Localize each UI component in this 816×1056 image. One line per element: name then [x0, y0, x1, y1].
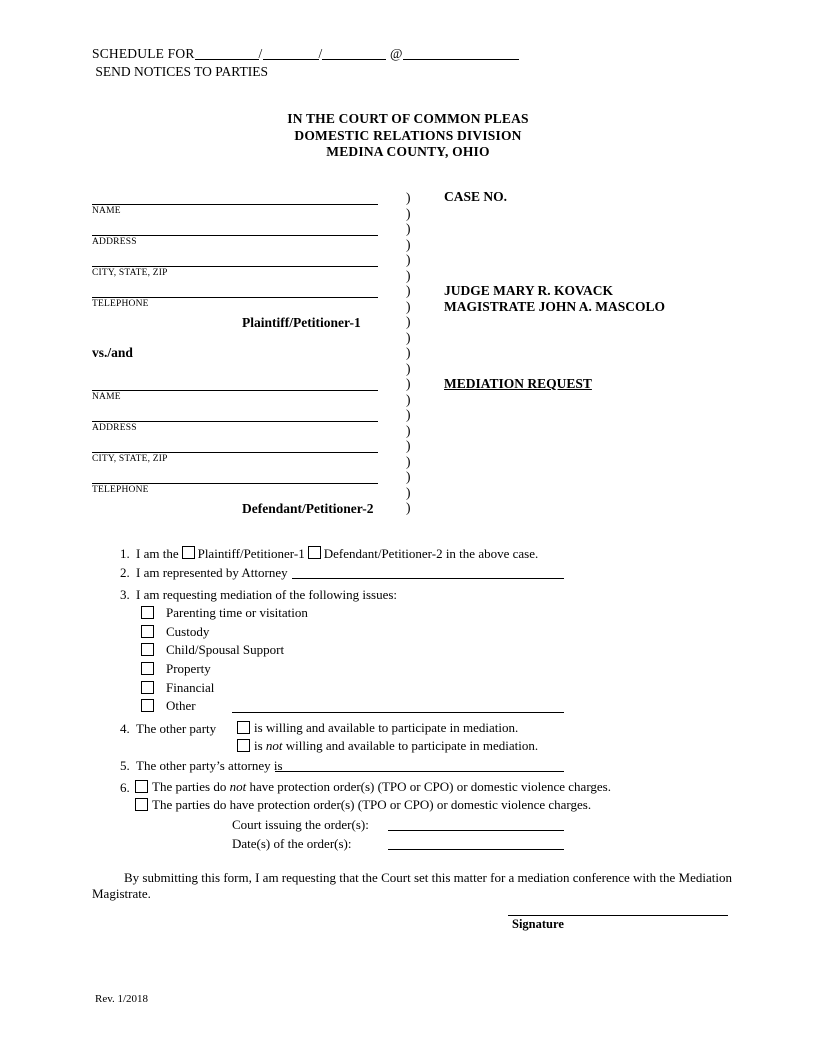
- defendant-telephone-line[interactable]: [92, 483, 378, 484]
- defendant-city-line[interactable]: [92, 452, 378, 453]
- revision-label: Rev. 1/2018: [95, 993, 149, 1005]
- signature-label: Signature: [512, 917, 564, 931]
- item-4-option-2-emphasis: not: [265, 738, 283, 753]
- item-6-option-1-emphasis: not: [229, 779, 247, 794]
- defendant-role-label: Defendant/Petitioner-2: [242, 501, 374, 516]
- item-6-number: 6.: [120, 780, 130, 795]
- plaintiff-name-line[interactable]: [92, 204, 378, 205]
- item-6-option-2: The parties do have protection order(s) (TPO or CPO) or domestic violence charges.: [152, 797, 592, 812]
- defendant-city-label: CITY, STATE, ZIP: [92, 454, 168, 464]
- other-issue-blank[interactable]: [232, 712, 564, 713]
- schedule-slash-1: /: [258, 46, 263, 61]
- item-2-number: 2.: [120, 565, 130, 580]
- plaintiff-telephone-line[interactable]: [92, 297, 378, 298]
- item-1-option-2: Defendant/Petitioner-2 in the above case.: [323, 546, 539, 561]
- attorney-name-blank[interactable]: [292, 578, 564, 579]
- vs-and-label: vs./and: [92, 345, 133, 360]
- plaintiff-address-label: ADDRESS: [92, 237, 137, 247]
- item-1-option-1: Plaintiff/Petitioner-1: [197, 546, 305, 561]
- plaintiff-name-label: NAME: [92, 206, 121, 216]
- plaintiff-city-line[interactable]: [92, 266, 378, 267]
- checkbox-no-protection-orders[interactable]: [135, 780, 148, 793]
- plaintiff-city-label: CITY, STATE, ZIP: [92, 268, 168, 278]
- closing-paragraph: By submitting this form, I am requesting that the Court set this matter for a mediation conference with the Mediation Magistrate.: [92, 870, 732, 901]
- item-4-option-2-prefix: is: [254, 738, 263, 753]
- schedule-at-symbol: @: [390, 46, 403, 61]
- item-1-number: 1.: [120, 546, 130, 561]
- checkbox-financial[interactable]: [141, 681, 154, 694]
- item-2-text: I am represented by Attorney: [136, 565, 288, 580]
- issue-label-0: Parenting time or visitation: [166, 605, 308, 620]
- checkbox-child-spousal-support[interactable]: [141, 643, 154, 656]
- issue-label-5: Other: [166, 698, 196, 713]
- defendant-name-line[interactable]: [92, 390, 378, 391]
- plaintiff-role-label: Plaintiff/Petitioner-1: [242, 315, 361, 330]
- defendant-address-label: ADDRESS: [92, 423, 137, 433]
- court-heading-line-3: MEDINA COUNTY, OHIO: [326, 144, 490, 159]
- item-6-option-1: [152, 779, 611, 795]
- item-1-prefix: I am the: [136, 546, 179, 561]
- other-party-attorney-blank[interactable]: [275, 771, 564, 772]
- item-4-option-1: is willing and available to participate in mediation.: [254, 720, 519, 735]
- item-3-text: I am requesting mediation of the following issues:: [136, 587, 398, 602]
- plaintiff-telephone-label: TELEPHONE: [92, 299, 149, 309]
- item-6-option-1-prefix: The parties do: [152, 779, 227, 794]
- checkbox-has-protection-orders[interactable]: [135, 798, 148, 811]
- date-of-orders-label: Date(s) of the order(s):: [232, 836, 352, 851]
- date-of-orders-blank[interactable]: [388, 849, 564, 850]
- notices-label: SEND NOTICES TO PARTIES: [95, 64, 268, 79]
- checkbox-defendant-petitioner-2[interactable]: [308, 546, 321, 559]
- magistrate-label: MAGISTRATE JOHN A. MASCOLO: [444, 299, 666, 314]
- checkbox-other[interactable]: [141, 699, 154, 712]
- issue-label-2: Child/Spousal Support: [166, 642, 285, 657]
- schedule-for-label: SCHEDULE FOR: [92, 46, 195, 61]
- document-title: MEDIATION REQUEST: [444, 376, 592, 391]
- defendant-telephone-label: TELEPHONE: [92, 485, 149, 495]
- court-issuing-label: Court issuing the order(s):: [232, 817, 369, 832]
- checkbox-parenting-time[interactable]: [141, 606, 154, 619]
- item-5-text: The other party’s attorney is: [136, 758, 283, 773]
- checkbox-custody[interactable]: [141, 625, 154, 638]
- checkbox-plaintiff-petitioner-1[interactable]: [182, 546, 195, 559]
- checkbox-property[interactable]: [141, 662, 154, 675]
- court-issuing-blank[interactable]: [388, 830, 564, 831]
- item-3-number: 3.: [120, 587, 130, 602]
- signature-line[interactable]: [508, 915, 728, 916]
- checkbox-other-party-willing[interactable]: [237, 721, 250, 734]
- case-number-label: CASE NO.: [444, 189, 508, 204]
- court-heading-line-1: IN THE COURT OF COMMON PLEAS: [287, 111, 529, 126]
- item-6-option-1-suffix: have protection order(s) (TPO or CPO) or domestic violence charges.: [249, 779, 611, 794]
- caption-paren-column: ) ) ) ) ) ) ) ) ) ) ) ) ) ) ) ) ) ) ) ) ): [406, 190, 411, 515]
- checkbox-other-party-not-willing[interactable]: [237, 739, 250, 752]
- item-4-option-2: [254, 738, 538, 754]
- issue-label-4: Financial: [166, 680, 215, 695]
- court-heading-line-2: DOMESTIC RELATIONS DIVISION: [294, 127, 522, 143]
- issue-label-1: Custody: [166, 624, 210, 639]
- defendant-address-line[interactable]: [92, 421, 378, 422]
- item-5-number: 5.: [120, 758, 130, 773]
- issue-label-3: Property: [166, 661, 211, 676]
- item-1-text: [136, 546, 538, 562]
- item-4-option-2-suffix: willing and available to participate in mediation.: [285, 738, 539, 753]
- defendant-name-label: NAME: [92, 392, 121, 402]
- plaintiff-address-line[interactable]: [92, 235, 378, 236]
- item-4-number: 4.: [120, 721, 130, 736]
- schedule-slash-2: /: [318, 46, 323, 61]
- item-4-text: The other party: [136, 721, 217, 736]
- judge-label: JUDGE MARY R. KOVACK: [444, 283, 614, 298]
